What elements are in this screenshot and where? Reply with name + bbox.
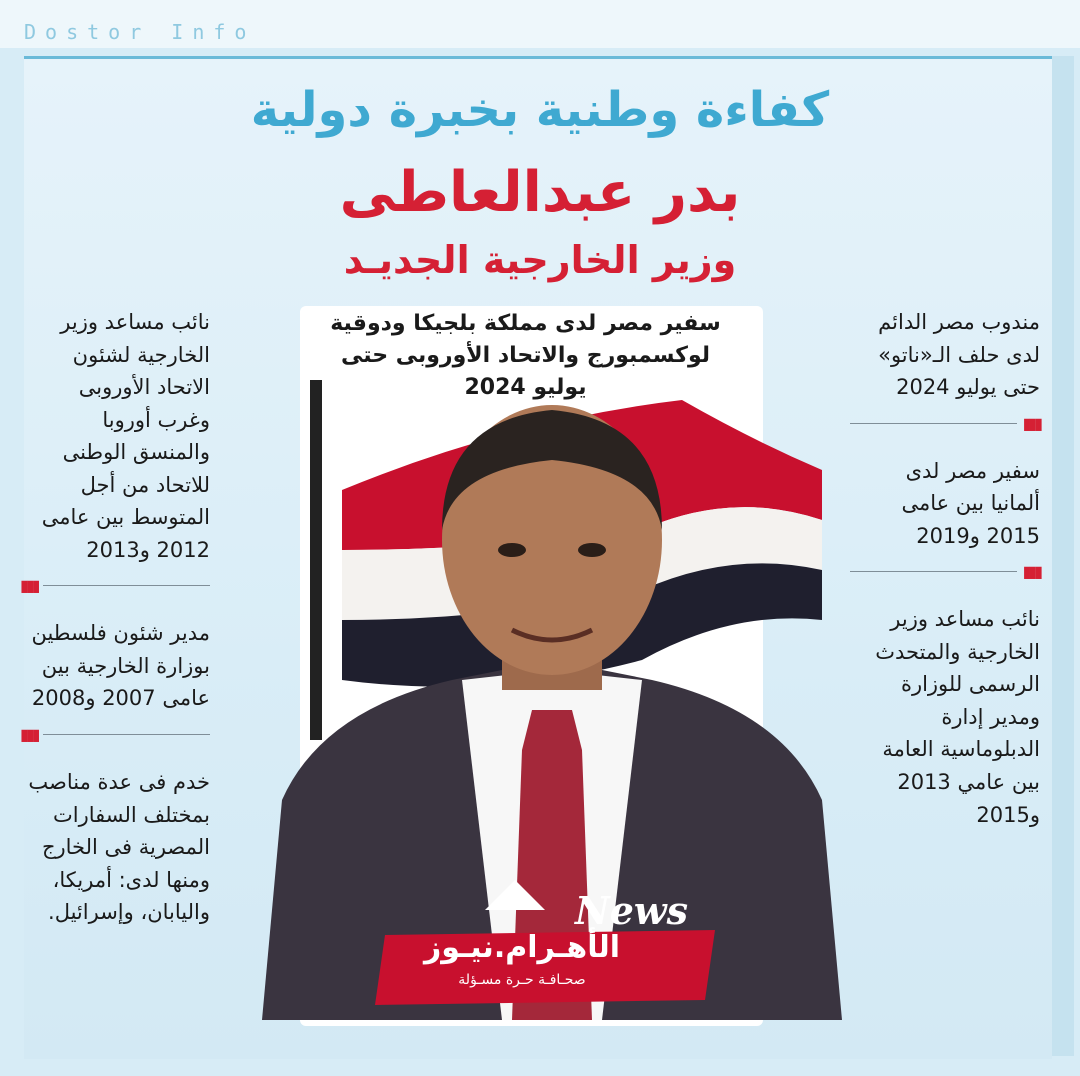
left-eye bbox=[498, 543, 526, 557]
center-career-item: سفير مصر لدى مملكة بلجيكا ودوقية لوكسمبورج والاتحاد الأوروبى حتى يوليو 2024 bbox=[330, 311, 721, 400]
divider-mark-icon: ▮▮▮ bbox=[1022, 562, 1040, 582]
divider-mark-icon: ▮▮▮ bbox=[20, 725, 38, 745]
logo-name: الأهـرام.نيـوز bbox=[423, 930, 621, 965]
career-item: مندوب مصر الدائم لدى حلف الـ«ناتو» حتى يوليو 2024 bbox=[878, 310, 1040, 400]
divider-mark-icon: ▮▮▮ bbox=[1022, 413, 1040, 433]
divider-line bbox=[850, 571, 1017, 572]
item-divider bbox=[850, 562, 1040, 581]
career-item: مدير شئون فلسطين بوزارة الخارجية بين عامى 2007 و2008 bbox=[31, 621, 210, 711]
minister-role: وزير الخارجية الجديـد bbox=[343, 238, 737, 282]
divider-line bbox=[43, 734, 210, 735]
career-item: خدم فى عدة مناصب بمختلف السفارات المصرية فى الخارج ومنها لدى: أمريكا، واليابان، وإسرائيل. bbox=[28, 770, 210, 925]
flag-pole bbox=[310, 380, 322, 740]
divider-line bbox=[850, 423, 1017, 424]
minister-name: بدر عبدالعاطى bbox=[339, 160, 741, 225]
right-eye bbox=[578, 543, 606, 557]
item-divider bbox=[20, 725, 210, 744]
divider-mark-icon: ▮▮▮ bbox=[20, 576, 38, 596]
divider-line bbox=[43, 585, 210, 586]
left-column bbox=[20, 306, 210, 929]
career-item: نائب مساعد وزير الخارجية لشئون الاتحاد الأوروبى وغرب أوروبا والمنسق الوطنى للاتحاد من أجل المتوسط بين عامى 2012 و2013 bbox=[41, 310, 210, 562]
brand-watermark: Dostor Info bbox=[24, 20, 256, 44]
item-divider bbox=[20, 576, 210, 595]
item-divider bbox=[850, 414, 1040, 433]
career-item: نائب مساعد وزير الخارجية والمتحدث الرسمى للوزارة ومدير إدارة الدبلوماسية العامة بين عامي 2013 و2015 bbox=[875, 607, 1040, 827]
right-column bbox=[850, 306, 1040, 831]
logo-news-word: News bbox=[575, 888, 689, 933]
career-item: سفير مصر لدى ألمانيا بين عامى 2015 و2019 bbox=[901, 458, 1040, 548]
logo-tagline: صحـافـة حـرة مسـؤلة bbox=[458, 972, 586, 988]
headline-title: كفاءة وطنية بخبرة دولية bbox=[250, 82, 830, 138]
